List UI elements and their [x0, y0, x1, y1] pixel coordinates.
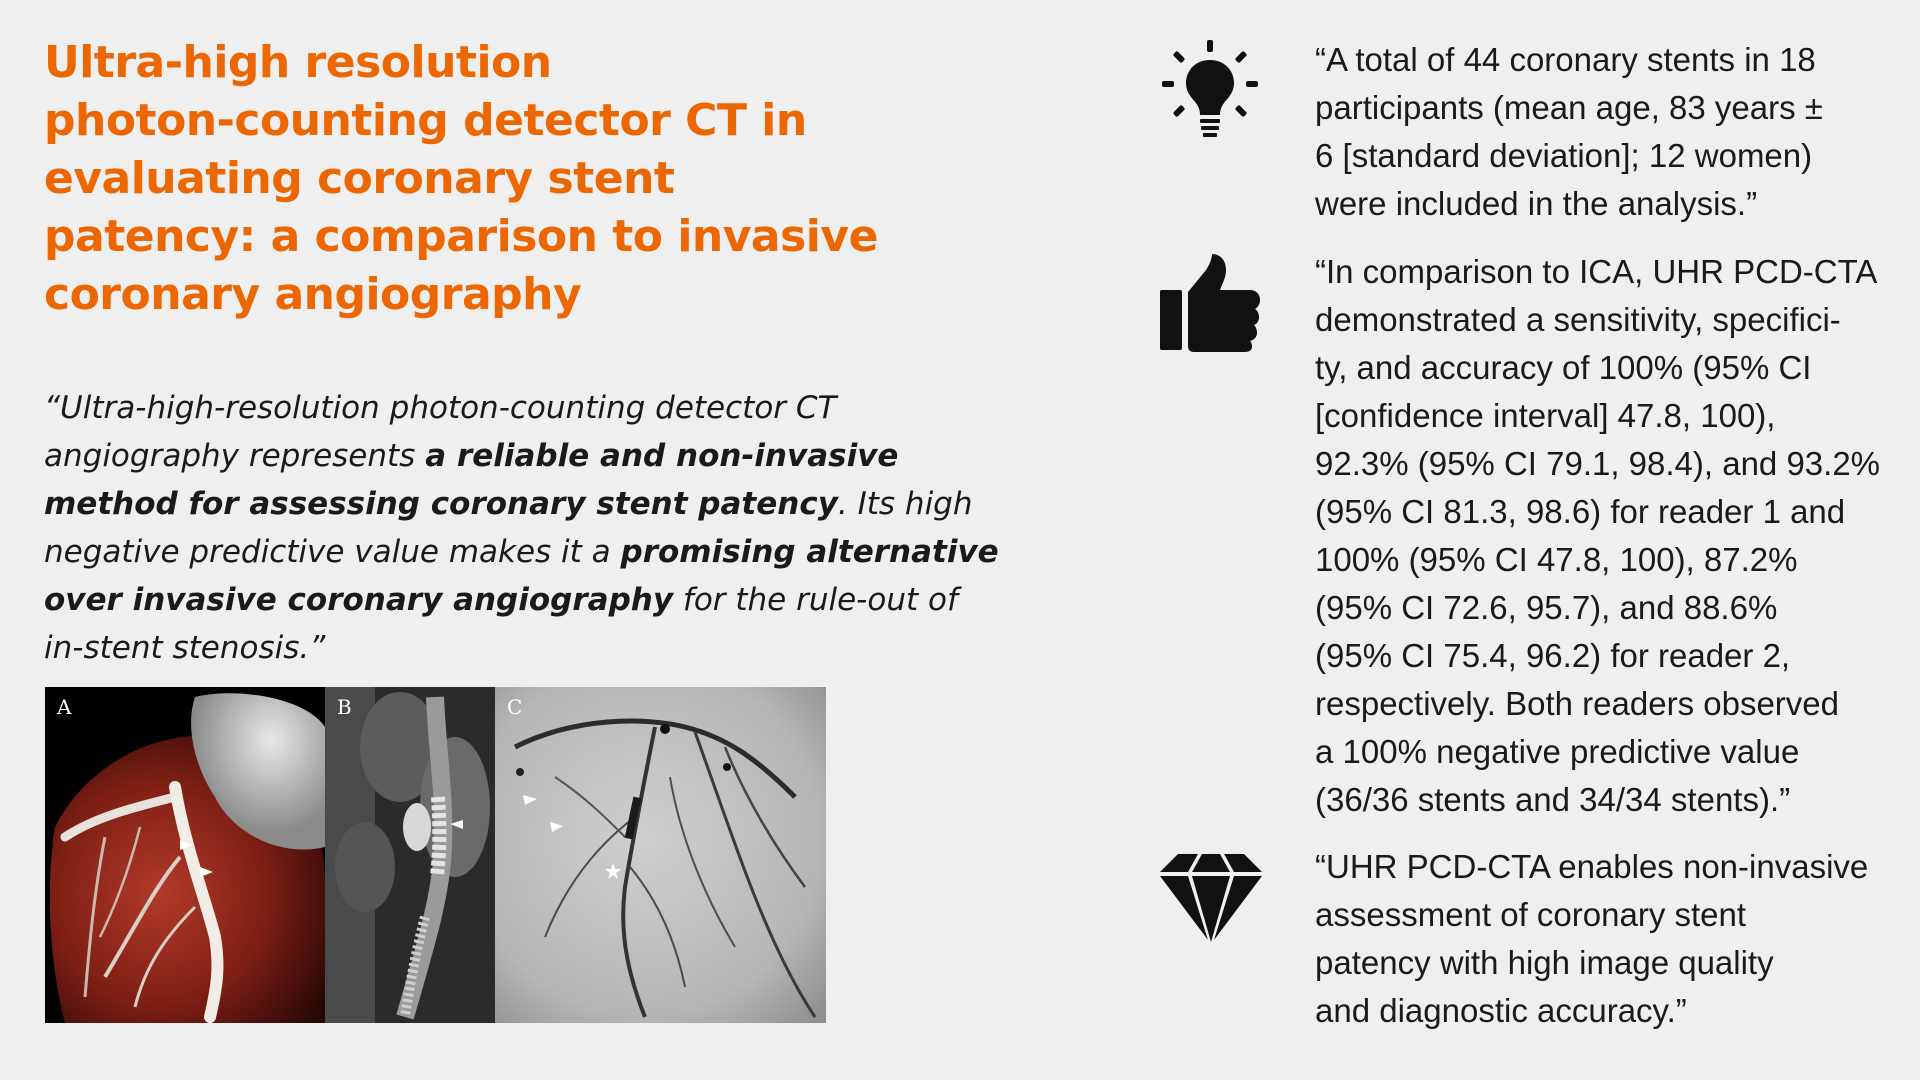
highlight-line: participants (mean age, 83 years ±	[1315, 89, 1823, 126]
highlight-line: ty, and accuracy of 100% (95% CI	[1315, 349, 1812, 386]
title-line: Ultra-high resolution	[44, 37, 552, 88]
highlight-line: “A total of 44 coronary stents in 18	[1315, 41, 1816, 78]
quote-emphasis: over invasive coronary angiography	[44, 582, 674, 618]
highlight-line: respectively. Both readers observed	[1315, 685, 1839, 722]
conclusion-quote	[44, 384, 1004, 672]
highlight-line: (95% CI 72.6, 95.7), and 88.6%	[1315, 589, 1778, 626]
panel-b-curved-reformation	[325, 687, 495, 1023]
highlight-participants	[1315, 36, 1823, 228]
quote-line	[44, 528, 1004, 576]
ct-reformation-image	[325, 687, 495, 1023]
highlight-line: “In comparison to ICA, UHR PCD-CTA	[1315, 253, 1878, 290]
title-line: photon-counting detector CT in	[44, 95, 807, 146]
title-line: patency: a comparison to invasive	[44, 211, 878, 262]
title-line: evaluating coronary stent	[44, 153, 675, 204]
panel-a-volume-rendering	[45, 687, 325, 1023]
highlight-line: (95% CI 81.3, 98.6) for reader 1 and	[1315, 493, 1846, 530]
highlight-line: 92.3% (95% CI 79.1, 98.4), and 93.2%	[1315, 445, 1881, 482]
panel-label-b: B	[337, 695, 352, 719]
panel-c-angiography	[495, 687, 826, 1023]
quote-line	[44, 432, 1004, 480]
highlight-line: (36/36 stents and 34/34 stents).”	[1315, 781, 1791, 818]
highlight-line: were included in the analysis.”	[1315, 185, 1758, 222]
highlight-line: a 100% negative predictive value	[1315, 733, 1800, 770]
quote-line	[44, 480, 1004, 528]
angiography-image	[495, 687, 826, 1023]
highlight-line: patency with high image quality	[1315, 944, 1774, 981]
title-line: coronary angiography	[44, 269, 582, 320]
quote-text: in-stent stenosis.”	[44, 630, 326, 666]
quote-line	[44, 576, 1004, 624]
highlight-line: (95% CI 75.4, 96.2) for reader 2,	[1315, 637, 1791, 674]
quote-line	[44, 384, 1004, 432]
quote-text: “Ultra-high-resolution photon-counting detector CT	[44, 390, 837, 426]
highlight-line: assessment of coronary stent	[1315, 896, 1747, 933]
quote-line	[44, 624, 1004, 672]
highlight-line: “UHR PCD-CTA enables non-invasive	[1315, 848, 1869, 885]
page-title	[44, 34, 984, 324]
medical-image-figure	[45, 687, 826, 1023]
quote-text: for the rule-out of	[673, 582, 958, 618]
quote-text: angiography represents	[44, 438, 426, 474]
quote-emphasis: method for assessing coronary stent patency	[44, 486, 838, 522]
quote-text: negative predictive value makes it a	[44, 534, 621, 570]
panel-label-a: A	[57, 695, 72, 719]
highlight-line: demonstrated a sensitivity, specifici-	[1315, 301, 1841, 338]
diamond-icon	[1156, 850, 1266, 946]
quote-emphasis: promising alternative	[620, 534, 999, 570]
highlight-line: 6 [standard deviation]; 12 women)	[1315, 137, 1813, 174]
lightbulb-icon	[1160, 38, 1260, 150]
quote-emphasis: a reliable and non-invasive	[425, 438, 899, 474]
thumbs-up-icon	[1158, 252, 1262, 352]
highlight-conclusion	[1315, 843, 1868, 1035]
quote-text: . Its high	[837, 486, 973, 522]
panel-label-c: C	[507, 695, 523, 719]
highlight-line: 100% (95% CI 47.8, 100), 87.2%	[1315, 541, 1798, 578]
heart-rendering-image	[45, 687, 325, 1023]
highlight-results	[1315, 248, 1880, 824]
highlight-line: [confidence interval] 47.8, 100),	[1315, 397, 1776, 434]
highlight-line: and diagnostic accuracy.”	[1315, 992, 1687, 1029]
